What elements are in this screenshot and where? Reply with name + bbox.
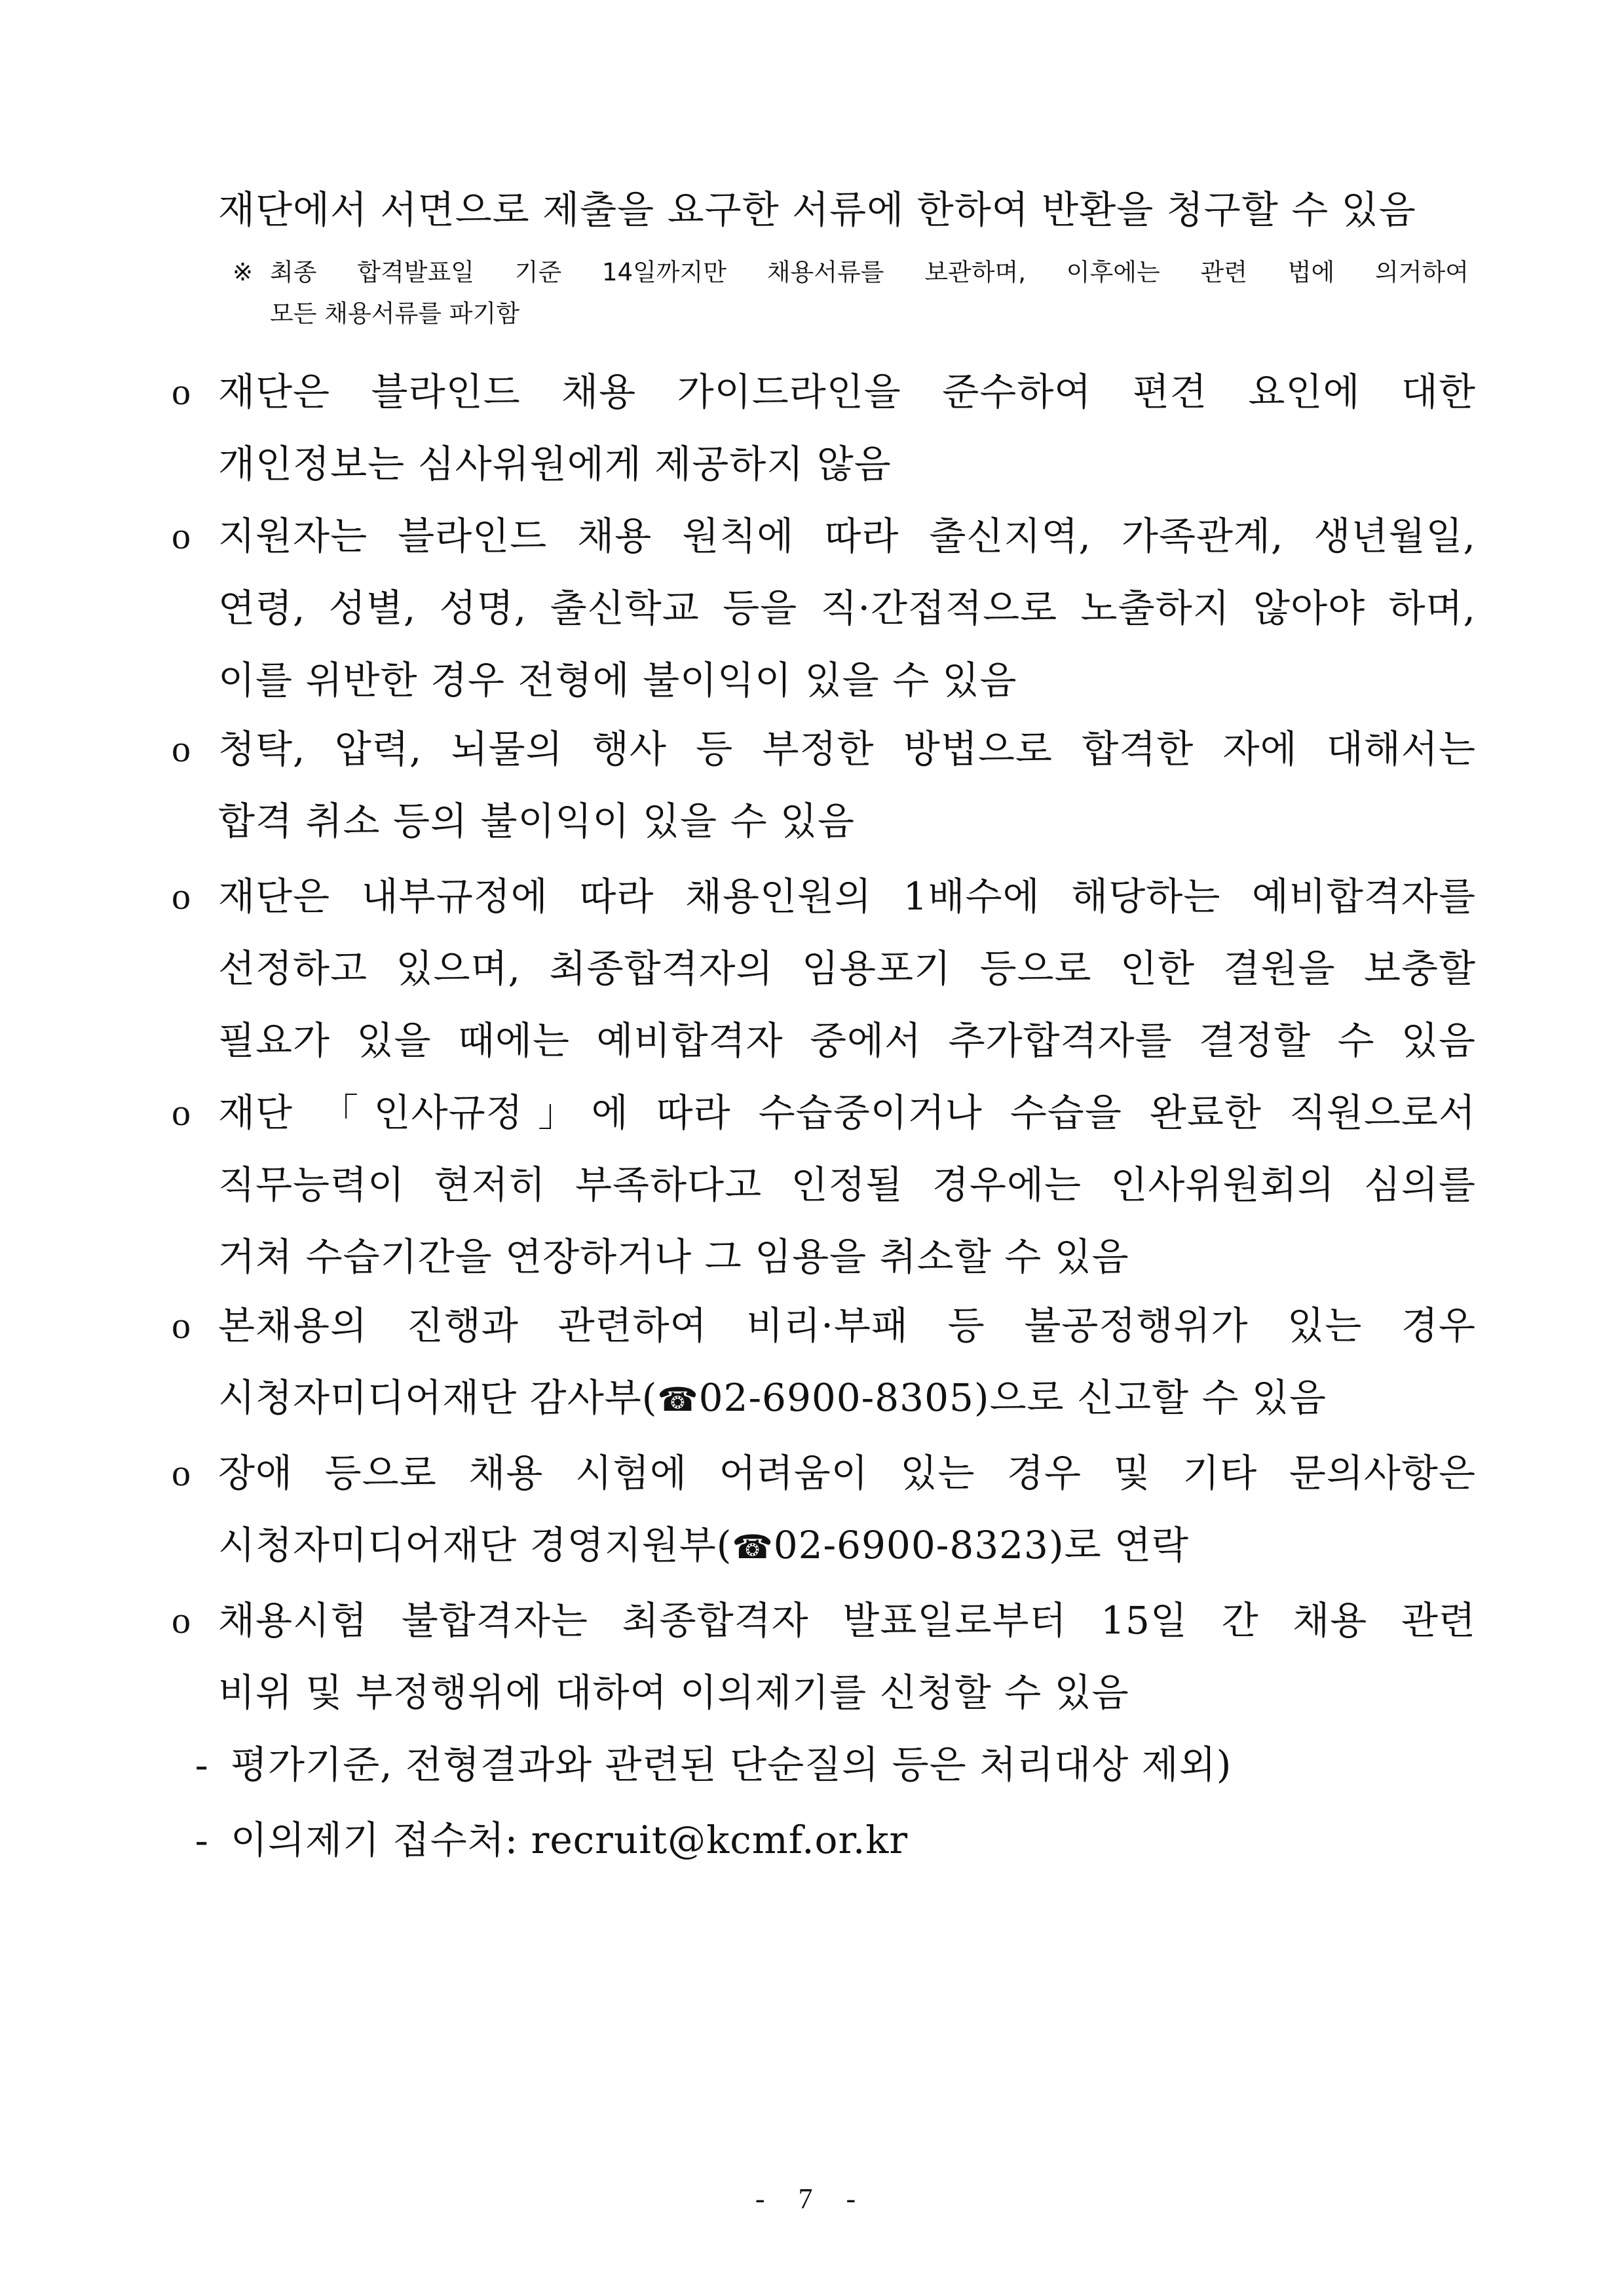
sub-item-text: 이의제기 접수처: recruit@kcmf.or.kr [231,1818,909,1862]
contact-prefix: 시청자미디어재단 경영지원부( [218,1523,732,1567]
item-line: 장애 등으로 채용 시험에 어려움이 있는 경우 및 기타 문의사항은 [218,1451,1476,1495]
item-line: 거쳐 수습기간을 연장하거나 그 임용을 취소할 수 있음 [218,1234,1129,1279]
contact-line-management [218,1522,1189,1570]
item-line: 재단은 내부규정에 따라 채용인원의 1배수에 해당하는 예비합격자를 [218,874,1476,919]
telephone-icon: ☎ [732,1528,774,1566]
bullet-marker: o [172,1304,191,1347]
telephone-icon: ☎ [657,1381,699,1419]
item-line: 선정하고 있으며, 최종합격자의 임용포기 등으로 인한 결원을 보충할 [218,946,1476,991]
bullet-marker: o [172,1599,191,1641]
dash-marker: - [195,1743,208,1786]
item-line: 직무능력이 현저히 부족하다고 인정될 경우에는 인사위원회의 심의를 [218,1162,1476,1207]
item-line: 본채용의 진행과 관련하여 비리·부패 등 불공정행위가 있는 경우 [218,1303,1476,1348]
note-line-2: 모든 채용서류를 파기함 [270,299,519,328]
item-line: 합격 취소 등의 불이익이 있을 수 있음 [218,799,856,843]
note-mark: ※ [233,258,254,286]
item-line: 개인정보는 심사위원에게 제공하지 않음 [218,442,892,486]
item-line: 채용시험 불합격자는 최종합격자 발표일로부터 15일 간 채용 관련 [218,1598,1476,1643]
item-line: 청탁, 압력, 뇌물의 행사 등 부정한 방법으로 합격한 자에 대해서는 [218,727,1476,771]
item-line: 연령, 성별, 성명, 출신학교 등을 직·간접적으로 노출하지 않아야 하며, [218,586,1476,630]
phone-number: 02-6900-8305 [698,1375,974,1420]
bullet-marker: o [172,1091,191,1134]
item-line: 재단은 블라인드 채용 가이드라인을 준수하여 편견 요인에 대한 [218,370,1476,414]
item-line: 재단 「인사규정」에 따라 수습중이거나 수습을 완료한 직원으로서 [218,1090,1476,1135]
item-line: 지원자는 블라인드 채용 원칙에 따라 출신지역, 가족관계, 생년월일, [218,514,1476,558]
item-line: 이를 위반한 경우 전형에 불이익이 있을 수 있음 [218,658,1017,702]
phone-number: 02-6900-8323 [773,1523,1049,1567]
intro-line: 재단에서 서면으로 제출을 요구한 서류에 한하여 반환을 청구할 수 있음 [218,187,1416,232]
item-line: 비위 및 부정행위에 대하여 이의제기를 신청할 수 있음 [218,1670,1129,1715]
page-number: - 7 - [755,2183,869,2215]
contact-suffix: )으로 신고할 수 있음 [973,1375,1327,1420]
bullet-marker: o [172,1451,191,1494]
dash-marker: - [195,1818,208,1861]
bullet-marker: o [172,370,191,413]
sub-item-text: 평가기준, 전형결과와 관련된 단순질의 등은 처리대상 제외) [231,1742,1232,1787]
note-line-1: 최종 합격발표일 기준 14일까지만 채용서류를 보관하며, 이후에는 관련 법에 의거하여 [270,258,1469,286]
bullet-marker: o [172,514,191,557]
contact-prefix: 시청자미디어재단 감사부( [218,1375,658,1420]
bullet-marker: o [172,727,191,770]
item-line: 필요가 있을 때에는 예비합격자 중에서 추가합격자를 결정할 수 있음 [218,1018,1476,1063]
contact-line-audit [218,1375,1327,1423]
contact-suffix: )로 연락 [1048,1523,1190,1567]
bullet-marker: o [172,875,191,917]
